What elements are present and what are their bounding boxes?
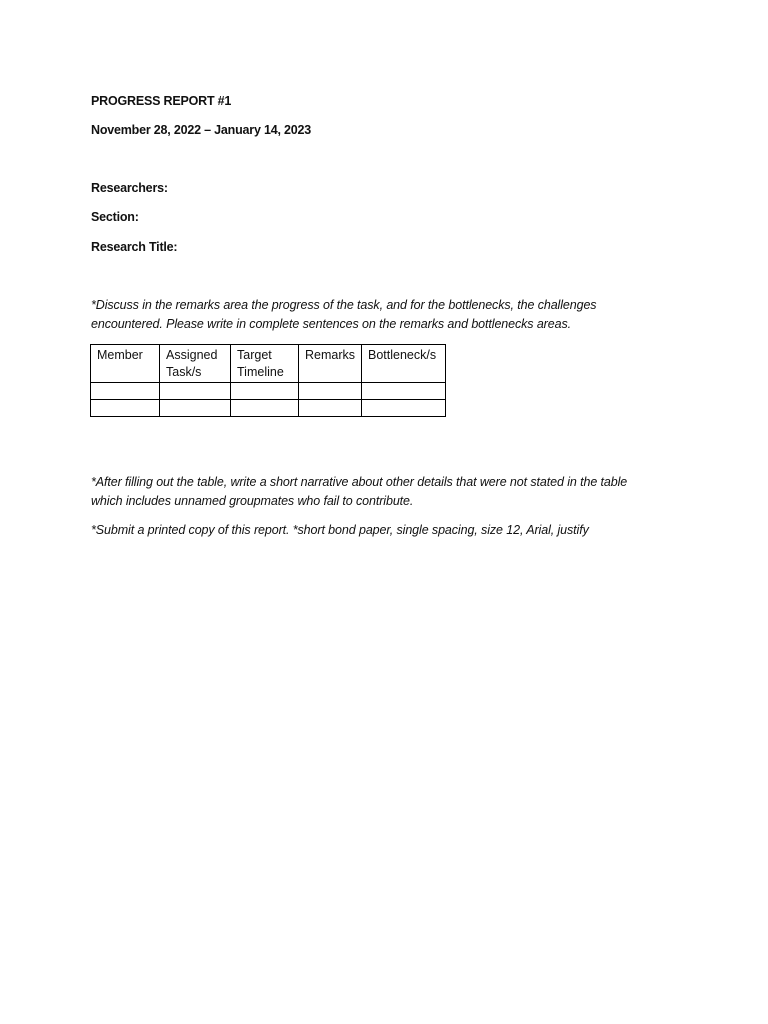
column-header-member: Member [91, 345, 160, 383]
table-row [91, 383, 446, 400]
table-cell[interactable] [299, 383, 362, 400]
table-cell[interactable] [91, 400, 160, 417]
column-header-target-timeline: Target Timeline [231, 345, 299, 383]
narrative-instruction-line-1: *After filling out the table, write a short narrative about other details that were not stated in the table [91, 475, 628, 489]
table-header-row [91, 345, 446, 383]
table-cell[interactable] [231, 383, 299, 400]
table-cell[interactable] [91, 383, 160, 400]
report-title: PROGRESS REPORT #1 [91, 94, 232, 108]
table-cell[interactable] [231, 400, 299, 417]
researchers-label: Researchers: [91, 181, 168, 195]
section-label: Section: [91, 210, 139, 224]
column-header-bottlenecks: Bottleneck/s [362, 345, 446, 383]
progress-table [90, 344, 446, 417]
table-row [91, 400, 446, 417]
research-title-label: Research Title: [91, 240, 178, 254]
column-header-remarks: Remarks [299, 345, 362, 383]
report-date-range: November 28, 2022 – January 14, 2023 [91, 123, 312, 137]
submit-instruction: *Submit a printed copy of this report. *short bond paper, single spacing, size 12, Arial, justify [91, 523, 589, 537]
discuss-instruction-line-1: *Discuss in the remarks area the progress of the task, and for the bottlenecks, the challenges [91, 298, 597, 312]
column-header-assigned-tasks: Assigned Task/s [160, 345, 231, 383]
table-cell[interactable] [160, 400, 231, 417]
table-cell[interactable] [299, 400, 362, 417]
narrative-instruction-line-2: which includes unnamed groupmates who fail to contribute. [91, 494, 414, 508]
table-cell[interactable] [160, 383, 231, 400]
discuss-instruction-line-2: encountered. Please write in complete sentences on the remarks and bottlenecks areas. [91, 317, 571, 331]
table-cell[interactable] [362, 400, 446, 417]
table-cell[interactable] [362, 383, 446, 400]
